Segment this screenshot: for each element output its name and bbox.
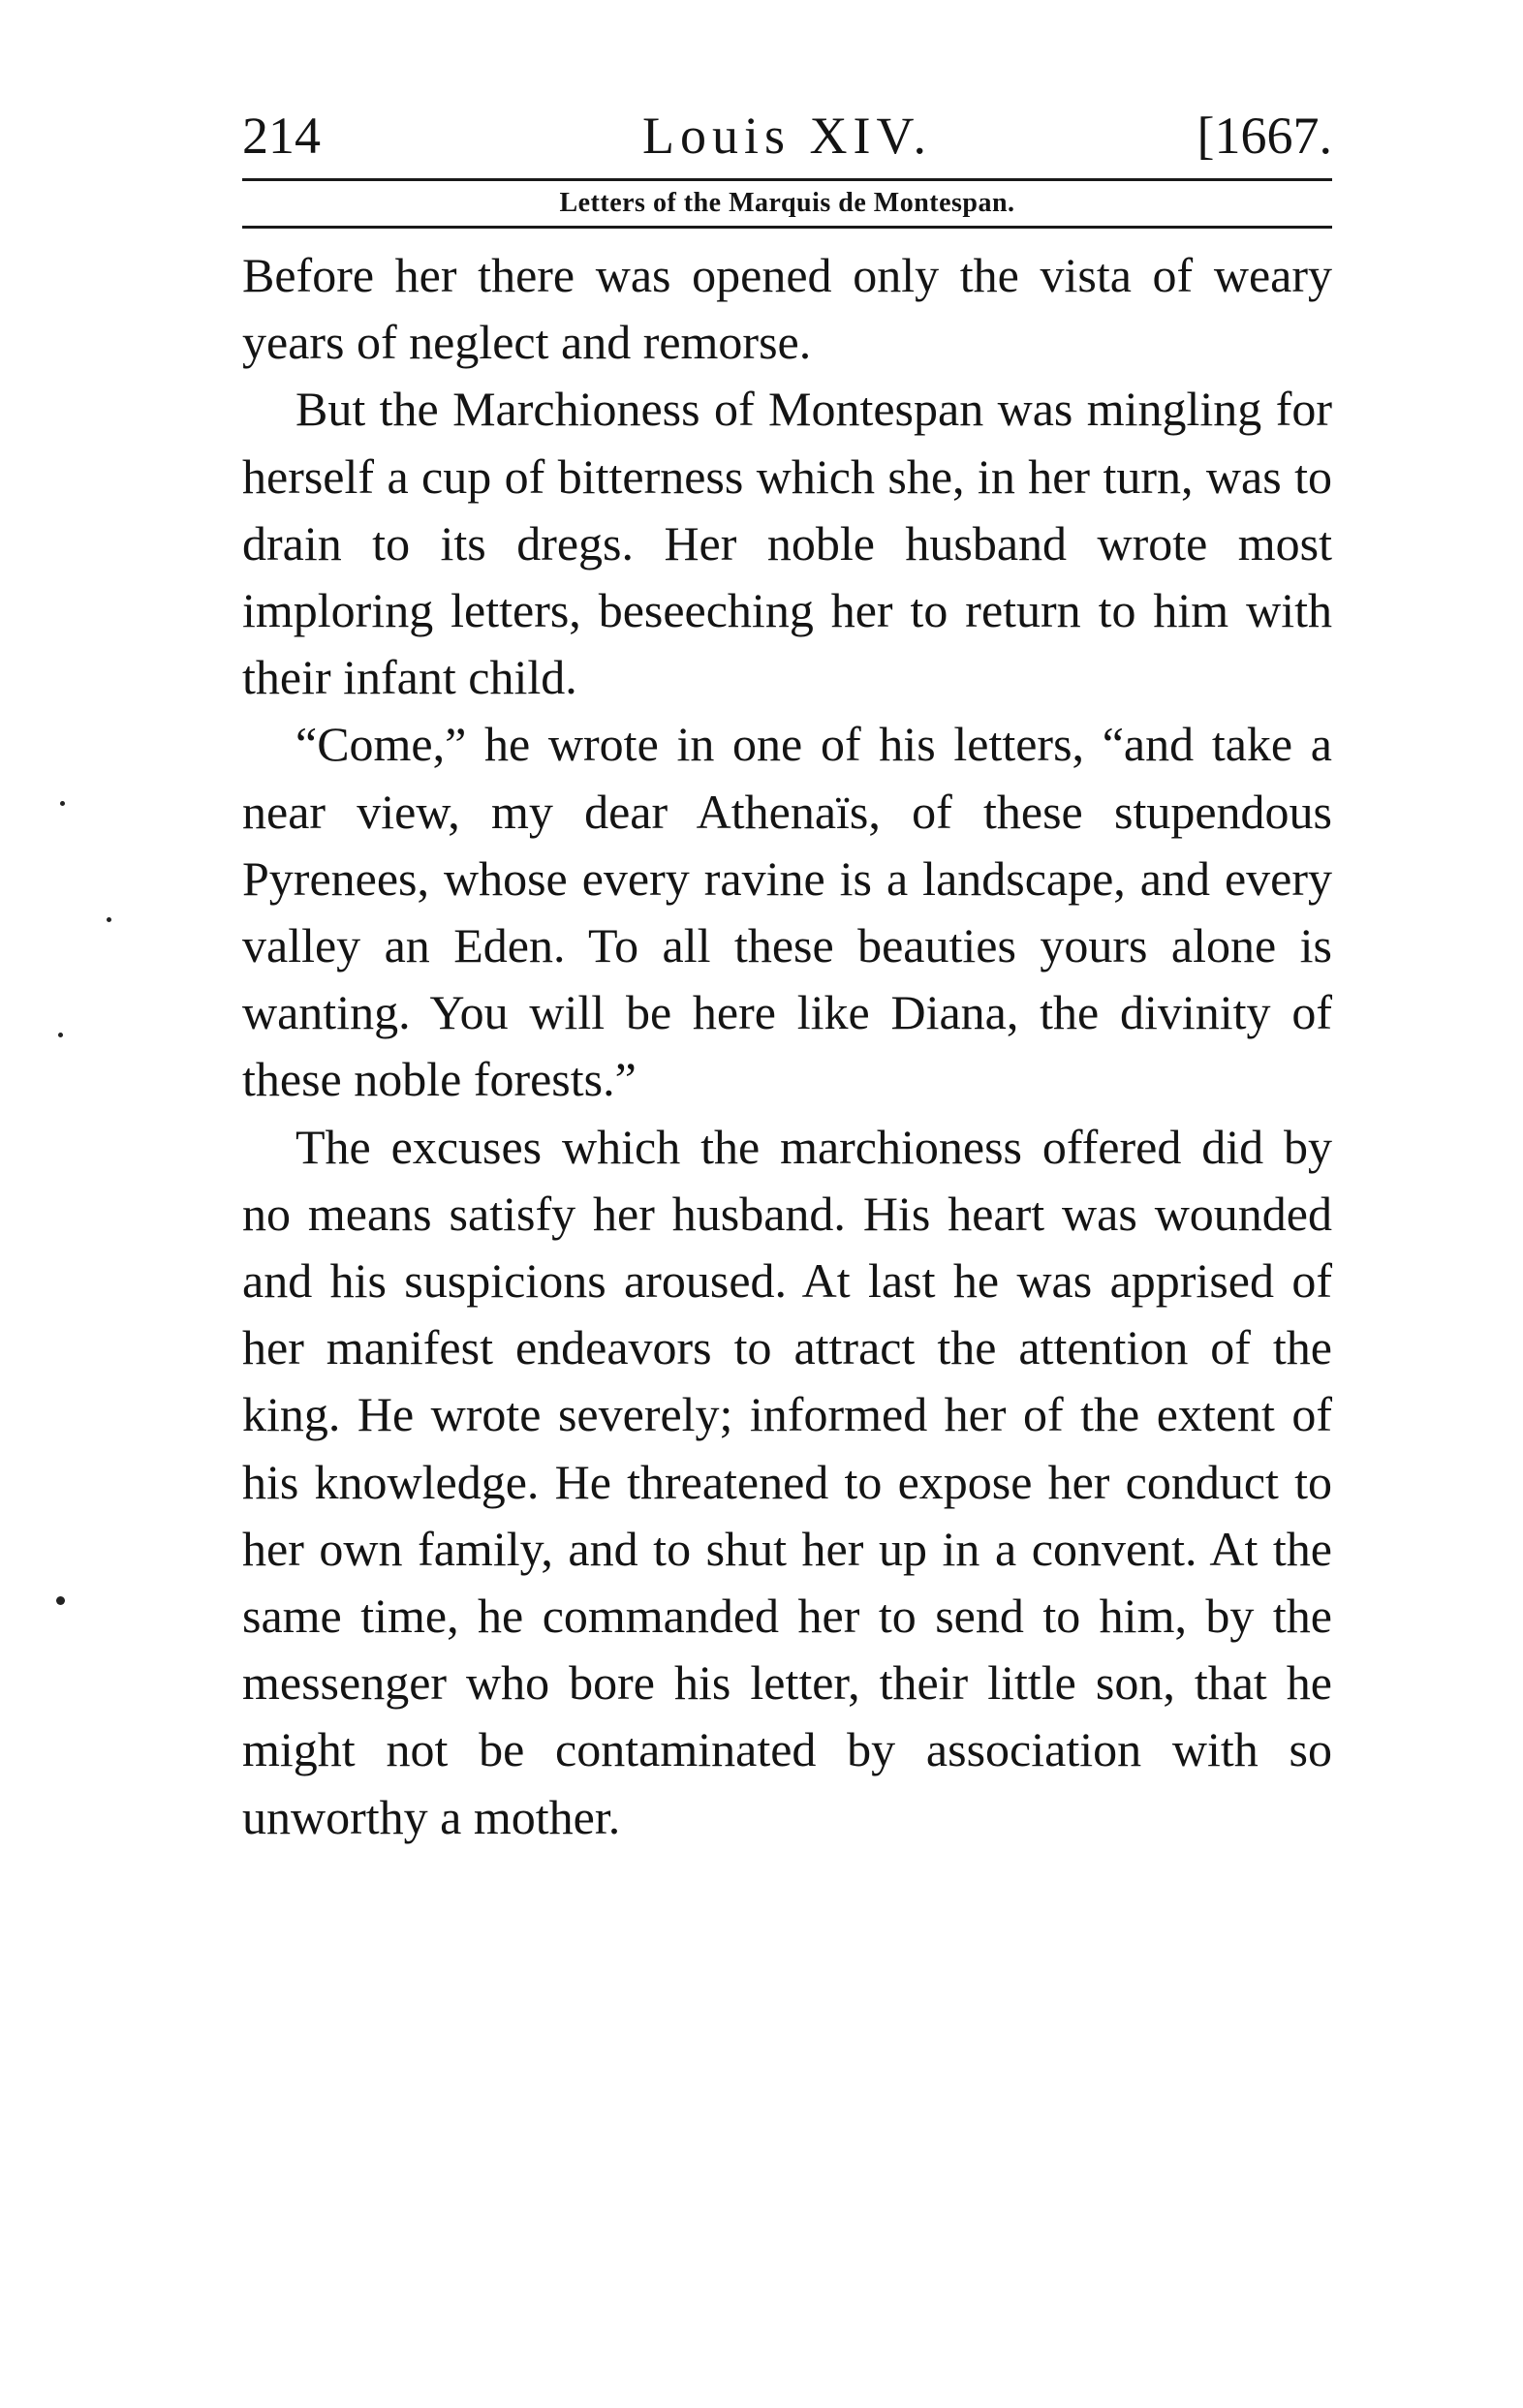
scan-speck bbox=[60, 801, 65, 806]
scan-speck bbox=[107, 917, 111, 922]
body-text bbox=[242, 242, 1332, 1851]
running-head bbox=[242, 97, 1332, 174]
paragraph: But the Marchioness of Montespan was mingling for herself a cup of bitterness which she, in her turn, was to drain to its dregs. Her noble husband wrote most imploring letters, beseeching her to return to him with their infant child. bbox=[242, 382, 1332, 705]
running-title: Louis XIV. bbox=[641, 107, 933, 165]
header-rule-bottom bbox=[242, 226, 1332, 229]
paragraph-letter-quote: “Come,” he wrote in one of his letters, “and take a near view, my dear Athenaïs, of these stupendous Pyrenees, whose every ravine is a landscape, and every valley an Eden. To all these beauties yours alone is wanting. You will be here like Diana, the divinity of these noble forests.” bbox=[242, 717, 1332, 1107]
section-title: Letters of the Marquis de Montespan. bbox=[559, 188, 1015, 218]
paragraph-continued: Before her there was opened only the vista of weary years of neglect and remorse. bbox=[242, 248, 1332, 370]
running-year: [1667. bbox=[1197, 107, 1332, 165]
paragraph: The excuses which the marchioness offered did by no means satisfy her husband. His heart was wounded and his suspicions aroused. At last he was apprised of her manifest endeavors to attract the attention of the king. He wrote severely; informed her of the extent of his knowledge. He threatened to expose her conduct to her own family, and to shut her up in a convent. At the same time, he commanded her to send to him, by the messenger who bore his letter, their little son, that he might not be contaminated by association with so unworthy a mother. bbox=[242, 1119, 1332, 1844]
book-page bbox=[242, 97, 1332, 1851]
scan-speck bbox=[56, 1596, 65, 1605]
page-number: 214 bbox=[242, 107, 321, 165]
scan-speck bbox=[58, 1033, 63, 1037]
